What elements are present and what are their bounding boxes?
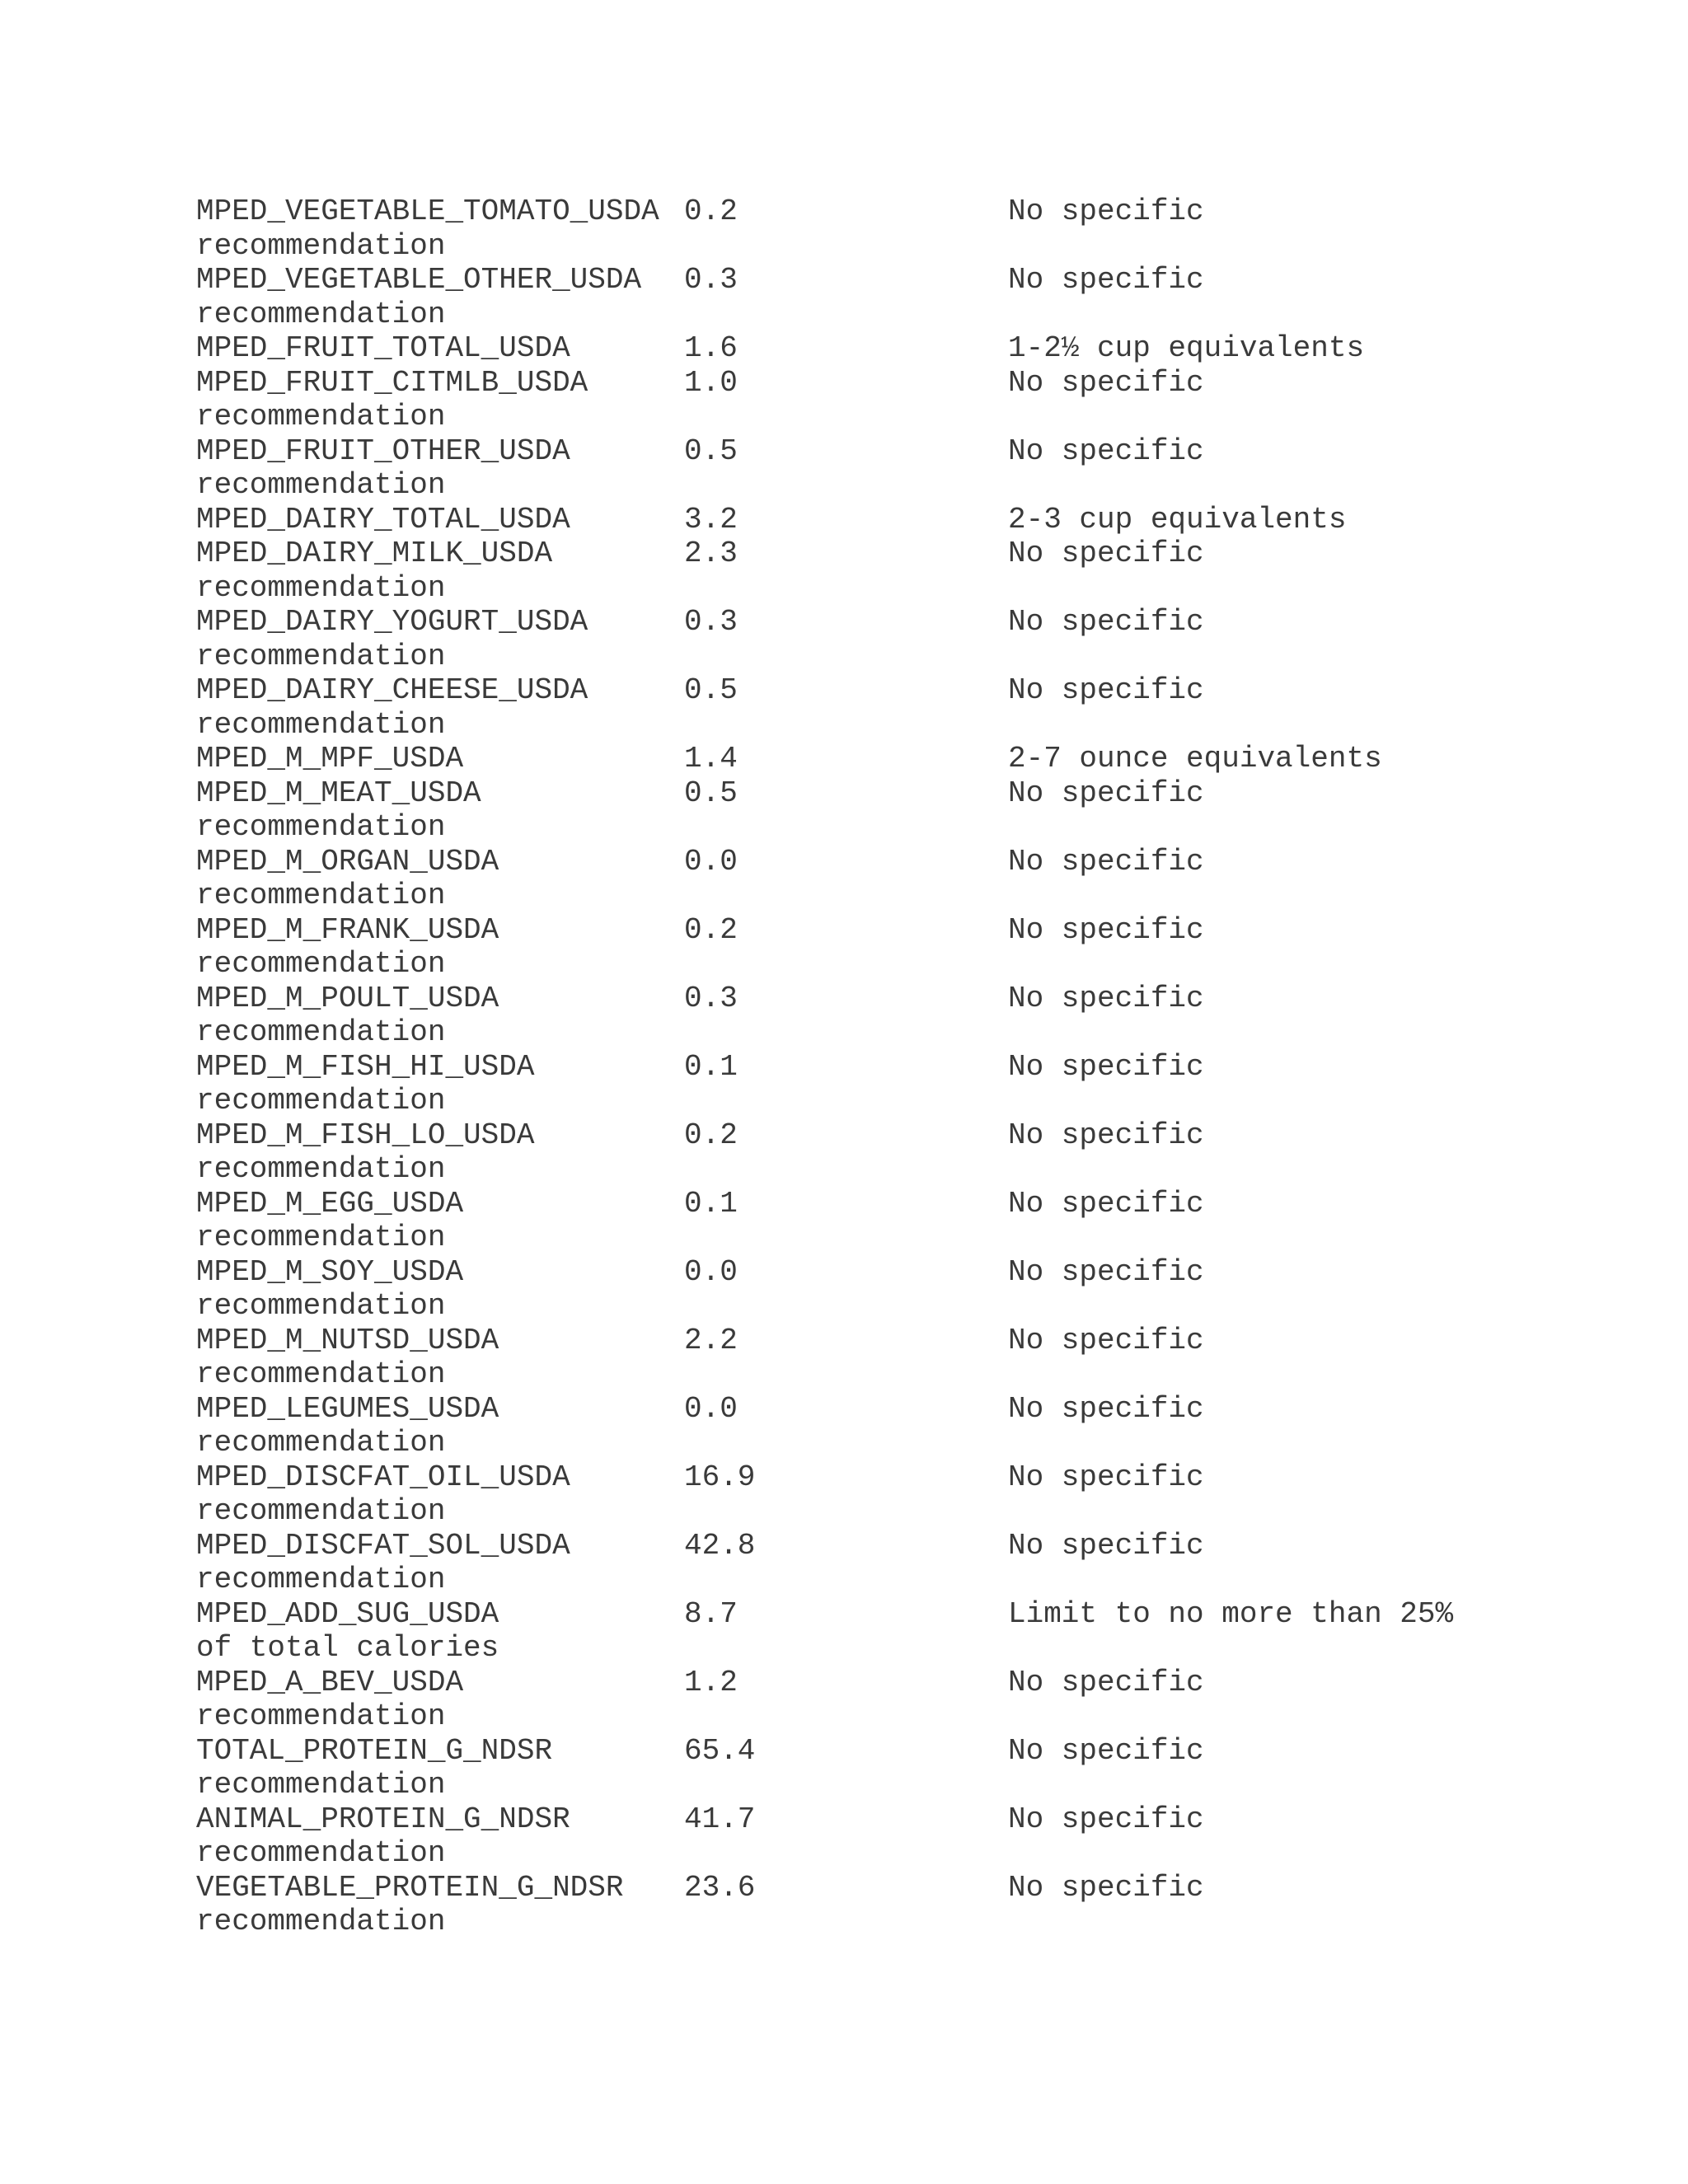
variable-value: 1.2 (684, 1665, 738, 1699)
recommendation-text: No specific (1008, 1665, 1204, 1699)
recommendation-text: No specific (1008, 776, 1204, 810)
list-item (196, 1392, 1515, 1460)
recommendation-text: No specific (1008, 981, 1204, 1015)
variable-name: MPED_LEGUMES_USDA (196, 1391, 499, 1426)
variable-value: 0.0 (684, 844, 738, 879)
recommendation-continuation: recommendation (196, 1768, 446, 1802)
variable-value: 0.5 (684, 776, 738, 810)
variable-name: MPED_DISCFAT_OIL_USDA (196, 1460, 570, 1494)
variable-value: 0.2 (684, 1118, 738, 1152)
variable-value: 3.2 (684, 502, 738, 537)
list-item (196, 1118, 1515, 1187)
recommendation-text: No specific (1008, 1733, 1204, 1768)
recommendation-continuation: recommendation (196, 1494, 446, 1528)
variable-value: 8.7 (684, 1596, 738, 1631)
recommendation-text: No specific (1008, 912, 1204, 947)
recommendation-text: No specific (1008, 1870, 1204, 1905)
row-first-line (196, 776, 1515, 811)
recommendation-continuation: recommendation (196, 1084, 446, 1118)
recommendation-text: Limit to no more than 25% (1008, 1596, 1454, 1631)
list-item (196, 1734, 1515, 1802)
variable-name: MPED_M_MEAT_USDA (196, 776, 481, 810)
variable-name: MPED_DAIRY_CHEESE_USDA (196, 673, 588, 707)
variable-value: 1.0 (684, 365, 738, 400)
row-first-line (196, 331, 1515, 366)
list-item (196, 1871, 1515, 1939)
variable-name: MPED_VEGETABLE_TOMATO_USDA (196, 194, 659, 228)
list-item (196, 913, 1515, 982)
variable-name: MPED_VEGETABLE_OTHER_USDA (196, 263, 642, 297)
row-first-line (196, 742, 1515, 776)
recommendation-text: 2-7 ounce equivalents (1008, 742, 1382, 776)
variable-name: MPED_DISCFAT_SOL_USDA (196, 1528, 570, 1563)
variable-value: 0.3 (684, 981, 738, 1015)
recommendation-continuation: recommendation (196, 228, 446, 263)
recommendation-text: No specific (1008, 537, 1204, 570)
list-item (196, 982, 1515, 1050)
list-item (196, 673, 1515, 742)
list-item (196, 1255, 1515, 1324)
recommendation-text: No specific (1008, 365, 1204, 400)
variable-name: MPED_DAIRY_YOGURT_USDA (196, 605, 588, 639)
row-first-line (196, 605, 1515, 640)
list-item (196, 1050, 1515, 1118)
variable-name: MPED_M_FISH_HI_USDA (196, 1049, 535, 1084)
list-item (196, 1460, 1515, 1529)
recommendation-continuation: recommendation (196, 297, 446, 331)
variable-name: MPED_FRUIT_TOTAL_USDA (196, 331, 570, 365)
variable-name: MPED_M_NUTSD_USDA (196, 1323, 499, 1357)
recommendation-continuation: recommendation (196, 400, 446, 434)
variable-value: 0.5 (684, 434, 738, 468)
recommendation-text: 1-2½ cup equivalents (1008, 331, 1365, 365)
list-item (196, 1597, 1515, 1666)
recommendation-continuation: recommendation (196, 707, 446, 742)
variable-value: 0.3 (684, 263, 738, 297)
variable-name: MPED_M_EGG_USDA (196, 1186, 464, 1221)
row-first-line (196, 1324, 1515, 1358)
list-item (196, 1666, 1515, 1734)
list-item (196, 263, 1515, 331)
recommendation-continuation: recommendation (196, 1289, 446, 1323)
recommendation-text: No specific (1008, 673, 1204, 707)
list-item (196, 366, 1515, 434)
list-item (196, 845, 1515, 913)
recommendation-continuation: recommendation (196, 570, 446, 605)
variable-name: MPED_A_BEV_USDA (196, 1665, 464, 1699)
recommendation-continuation: recommendation (196, 1152, 446, 1186)
recommendation-continuation: recommendation (196, 1699, 446, 1733)
recommendation-text: No specific (1008, 1802, 1204, 1836)
recommendation-continuation: recommendation (196, 468, 446, 502)
recommendation-text: No specific (1008, 1254, 1204, 1289)
variable-value: 1.4 (684, 742, 738, 776)
variable-name: MPED_M_POULT_USDA (196, 981, 499, 1015)
row-first-line (196, 982, 1515, 1016)
variable-value: 0.1 (684, 1186, 738, 1221)
row-first-line (196, 1802, 1515, 1837)
list-item (196, 1802, 1515, 1871)
recommendation-text: No specific (1008, 194, 1204, 228)
list-item (196, 1324, 1515, 1392)
list-item (196, 1187, 1515, 1255)
recommendation-text: No specific (1008, 263, 1204, 297)
variable-value: 16.9 (684, 1460, 756, 1494)
row-first-line (196, 537, 1515, 571)
list-item (196, 503, 1515, 537)
recommendation-continuation: recommendation (196, 1221, 446, 1254)
variable-name: MPED_M_FRANK_USDA (196, 912, 499, 947)
row-first-line (196, 913, 1515, 948)
variable-name: MPED_ADD_SUG_USDA (196, 1596, 499, 1631)
variable-value: 65.4 (684, 1733, 756, 1768)
variable-value: 0.0 (684, 1391, 738, 1426)
recommendation-text: No specific (1008, 1460, 1204, 1494)
recommendation-text: No specific (1008, 1528, 1204, 1563)
recommendation-text: No specific (1008, 1391, 1204, 1426)
recommendation-continuation: recommendation (196, 639, 446, 673)
recommendation-text: No specific (1008, 1118, 1204, 1152)
variable-name: MPED_M_SOY_USDA (196, 1254, 464, 1289)
list-item (196, 434, 1515, 503)
list-item (196, 194, 1515, 263)
row-first-line (196, 1666, 1515, 1700)
variable-value: 0.3 (684, 605, 738, 639)
recommendation-continuation: recommendation (196, 1426, 446, 1460)
variable-value: 0.5 (684, 673, 738, 707)
row-first-line (196, 1871, 1515, 1905)
variable-name: MPED_M_ORGAN_USDA (196, 844, 499, 879)
recommendation-text: No specific (1008, 1049, 1204, 1084)
variable-value: 1.6 (684, 331, 738, 365)
row-first-line (196, 1187, 1515, 1221)
variable-name: MPED_DAIRY_MILK_USDA (196, 537, 553, 570)
row-first-line (196, 1050, 1515, 1085)
variable-name: ANIMAL_PROTEIN_G_NDSR (196, 1802, 570, 1836)
variable-name: MPED_M_MPF_USDA (196, 742, 464, 776)
recommendation-continuation: recommendation (196, 879, 446, 912)
list-item (196, 776, 1515, 845)
variable-value: 0.1 (684, 1049, 738, 1084)
recommendation-continuation: recommendation (196, 810, 446, 844)
row-first-line (196, 845, 1515, 879)
recommendation-text: No specific (1008, 434, 1204, 468)
recommendation-text: 2-3 cup equivalents (1008, 502, 1347, 537)
variable-value: 42.8 (684, 1528, 756, 1563)
variable-name: MPED_M_FISH_LO_USDA (196, 1118, 535, 1152)
recommendation-continuation: recommendation (196, 1357, 446, 1391)
recommendation-continuation: recommendation (196, 1015, 446, 1049)
variable-value: 0.0 (684, 1254, 738, 1289)
variable-value: 2.2 (684, 1323, 738, 1357)
variable-name: MPED_FRUIT_CITMLB_USDA (196, 365, 588, 400)
recommendation-continuation: recommendation (196, 1836, 446, 1870)
row-first-line (196, 194, 1515, 229)
variable-name: VEGETABLE_PROTEIN_G_NDSR (196, 1870, 624, 1905)
row-first-line (196, 1734, 1515, 1769)
list-item (196, 331, 1515, 366)
row-first-line (196, 1597, 1515, 1632)
row-first-line (196, 1118, 1515, 1153)
recommendation-text: No specific (1008, 1323, 1204, 1357)
row-first-line (196, 1392, 1515, 1427)
variable-name: TOTAL_PROTEIN_G_NDSR (196, 1733, 553, 1768)
list-item (196, 742, 1515, 776)
list-item (196, 537, 1515, 605)
row-first-line (196, 1255, 1515, 1290)
recommendation-text: No specific (1008, 844, 1204, 879)
row-first-line (196, 1460, 1515, 1495)
row-first-line (196, 434, 1515, 469)
variable-value: 41.7 (684, 1802, 756, 1836)
recommendation-continuation: recommendation (196, 1905, 446, 1938)
variable-listing (196, 194, 1515, 1939)
variable-value: 0.2 (684, 194, 738, 228)
recommendation-text: No specific (1008, 1186, 1204, 1221)
variable-value: 0.2 (684, 912, 738, 947)
variable-name: MPED_FRUIT_OTHER_USDA (196, 434, 570, 468)
variable-name: MPED_DAIRY_TOTAL_USDA (196, 502, 570, 537)
row-first-line (196, 366, 1515, 401)
row-first-line (196, 263, 1515, 298)
row-first-line (196, 1529, 1515, 1563)
recommendation-continuation: recommendation (196, 1563, 446, 1596)
list-item (196, 1529, 1515, 1597)
recommendation-continuation: recommendation (196, 947, 446, 981)
list-item (196, 605, 1515, 673)
variable-value: 23.6 (684, 1870, 756, 1905)
recommendation-continuation: of total calories (196, 1631, 499, 1665)
row-first-line (196, 673, 1515, 708)
row-first-line (196, 503, 1515, 537)
recommendation-text: No specific (1008, 605, 1204, 639)
variable-value: 2.3 (684, 537, 738, 570)
